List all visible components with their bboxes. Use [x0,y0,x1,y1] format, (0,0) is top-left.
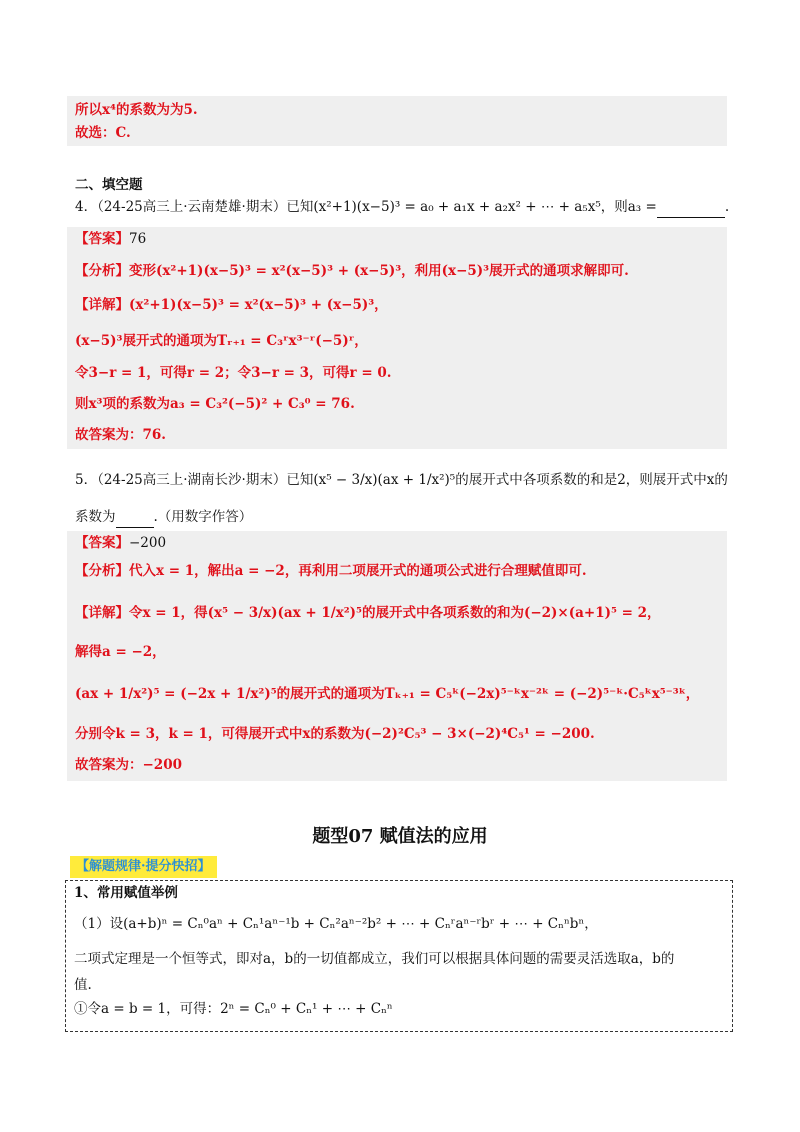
rules-line-2: 二项式定理是一个恒等式，即对a，b的一切值都成立，我们可以根据具体问题的需要灵活选取a，b的 [74,951,675,967]
detail-line-4: 则x³项的系数为a₃ = C₃²(−5)² + C₃⁰ = 76. [75,396,355,412]
answer-value: −200 [129,535,167,551]
detail-line-4: 分别令k = 3，k = 1，可得展开式中x的系数为(−2)²C₅³ − 3×(−2)⁴C₅¹ = −200. [75,726,595,742]
answer-line [75,533,166,553]
question-4-text: 4．（24-25高三上·云南楚雄·期末）已知(x²+1)(x−5)³ = a₀ + a₁x + a₂x² + ⋯ + a₅x⁵，则a₃ = [75,199,657,215]
question-5-text: 系数为 [75,509,116,525]
answer-blank [116,507,154,528]
answer-label: 【答案】 [75,535,129,551]
detail-text: 令x = 1，得(x⁵ − 3/x)(ax + 1/x²)⁵的展开式中各项系数的和为(−2)×(a+1)⁵ = 2， [129,605,661,621]
rules-line-3: 值. [74,977,92,993]
detail-line-1 [75,295,388,315]
solution-line: 所以x⁴的系数为为5. [75,102,198,118]
previous-solution-box [67,96,727,146]
detail-line-2: (x−5)³展开式的通项为Tᵣ₊₁ = C₃ʳx³⁻ʳ(−5)ʳ， [75,333,368,349]
answer-blank [657,197,725,218]
detail-text: (x²+1)(x−5)³ = x²(x−5)³ + (x−5)³， [129,297,388,313]
type-heading: 题型07 赋值法的应用 [312,826,488,847]
analysis-label: 【分析】 [75,563,129,579]
answer-value: 76 [129,231,147,247]
analysis-text: 代入x = 1，解出a = −2，再利用二项展开式的通项公式进行合理赋值即可. [129,563,587,579]
rules-line-1: （1）设(a+b)ⁿ = Cₙ⁰aⁿ + Cₙ¹aⁿ⁻¹b + Cₙ²aⁿ⁻²b² + ⋯ + Cₙʳaⁿ⁻ʳbʳ + ⋯ + Cₙⁿbⁿ， [74,916,598,932]
detail-line-1 [75,603,661,623]
final-answer: 故答案为：76. [75,427,166,443]
question-4-tail: . [724,199,730,215]
solution-choice: 故选：C. [75,125,131,141]
detail-line-2: 解得a = −2， [75,644,166,660]
question-4-stem [75,197,729,218]
rules-box [65,880,733,1032]
analysis-line [75,561,587,581]
question-5-stem: 5．（24-25高三上·湖南长沙·期末）已知(x⁵ − 3/x)(ax + 1/x²)⁵的展开式中各项系数的和是2，则展开式中x的 [75,472,728,488]
detail-label: 【详解】 [75,605,129,621]
analysis-label: 【分析】 [75,263,129,279]
final-answer: 故答案为：−200 [75,757,182,773]
question-5-solution-box [67,531,727,781]
analysis-text: 变形(x²+1)(x−5)³ = x²(x−5)³ + (x−5)³，利用(x−5)³展开式的通项求解即可. [129,263,629,279]
section-title: 二、填空题 [75,177,143,193]
answer-label: 【答案】 [75,231,129,247]
analysis-line [75,261,629,281]
question-5-stem-line2 [75,507,252,528]
detail-line-3: 令3−r = 1，可得r = 2；令3−r = 3，可得r = 0. [75,365,392,381]
answer-line [75,229,146,249]
question-5-tail: .（用数字作答） [153,509,253,525]
detail-label: 【详解】 [75,297,129,313]
detail-line-3: (ax + 1/x²)⁵ = (−2x + 1/x²)⁵的展开式的通项为Tₖ₊₁ = C₅ᵏ(−2x)⁵⁻ᵏx⁻²ᵏ = (−2)⁵⁻ᵏ·C₅ᵏx⁵⁻³ᵏ， [75,686,700,702]
question-4-solution-box [67,227,727,449]
rules-line-4: ①令a = b = 1，可得：2ⁿ = Cₙ⁰ + Cₙ¹ + ⋯ + Cₙⁿ [74,1001,393,1017]
rules-title: 1、常用赋值举例 [74,885,178,901]
tips-label: 【解题规律·提分快招】 [70,856,217,878]
